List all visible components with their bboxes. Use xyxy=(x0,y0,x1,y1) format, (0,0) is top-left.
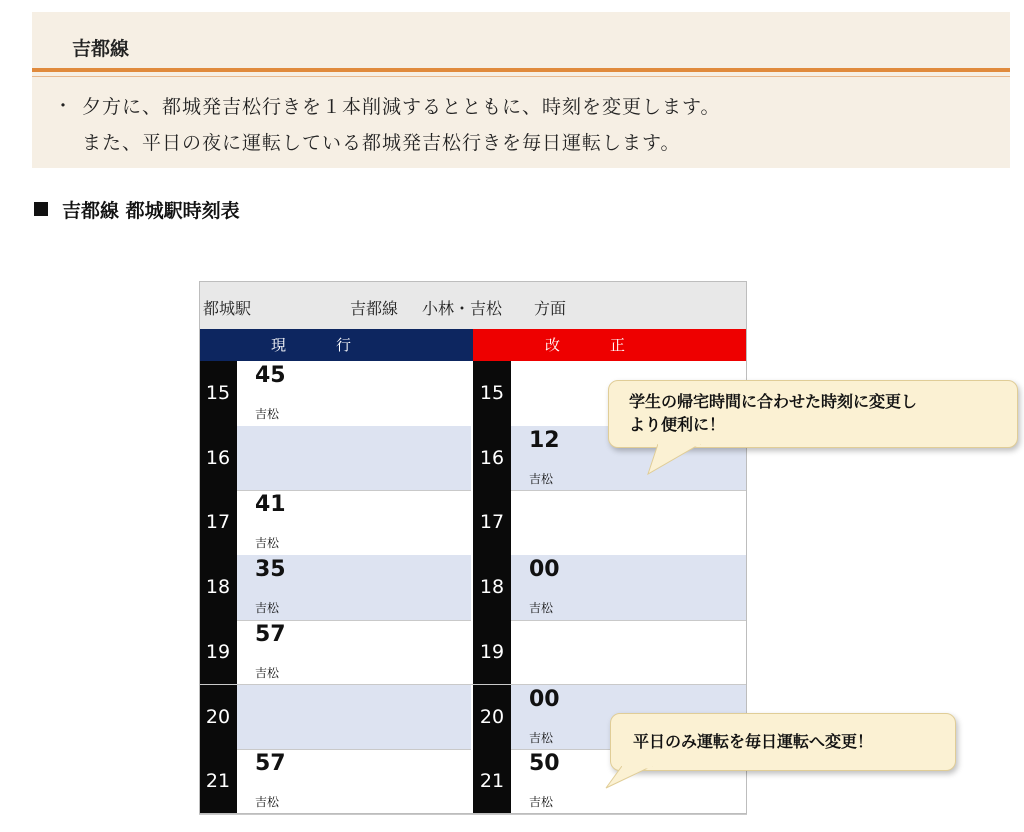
destination: 吉松 xyxy=(255,601,280,616)
bullet-mark: ・ xyxy=(54,96,72,117)
departure-minute: 57 xyxy=(255,621,286,647)
notice-line-2: また、平日の夜に運転している都城発吉松行きを毎日運転します。 xyxy=(82,132,681,154)
departure-minute: 00 xyxy=(529,557,560,583)
hour-cell-current: 17 xyxy=(199,490,237,555)
hour-cell-revised: 21 xyxy=(473,749,511,814)
current-cell xyxy=(237,426,473,491)
hour-cell-current: 19 xyxy=(199,620,237,685)
callout-student-times xyxy=(608,380,1018,448)
banner-divider-thin xyxy=(32,76,1010,77)
hour-cell-revised: 16 xyxy=(473,426,511,491)
timetable-header xyxy=(199,281,747,329)
destination: 吉松 xyxy=(255,665,280,680)
banner-title: 吉都線 xyxy=(72,38,130,60)
callout-2-tail xyxy=(602,766,662,792)
destination: 吉松 xyxy=(255,795,280,810)
hour-cell-revised: 18 xyxy=(473,555,511,620)
current-cell xyxy=(237,490,473,555)
section-title-text: 吉都線 都城駅時刻表 xyxy=(62,200,240,222)
destination: 吉松 xyxy=(255,407,280,421)
section-title xyxy=(34,196,240,223)
revised-column-header: 改正 xyxy=(473,329,747,361)
callout-2-text: 平日のみ運転を毎日運転へ変更！ xyxy=(633,732,874,751)
timetable-row xyxy=(199,555,747,621)
destination: 吉松 xyxy=(529,601,554,616)
current-cell xyxy=(237,555,473,620)
destination: 吉松 xyxy=(529,471,554,486)
hour-cell-revised: 17 xyxy=(473,490,511,555)
hour-cell-revised: 19 xyxy=(473,620,511,685)
revised-cell xyxy=(511,620,747,685)
hour-cell-current: 18 xyxy=(199,555,237,620)
current-cell xyxy=(237,749,473,814)
notice-banner xyxy=(32,12,1010,168)
direction-name: 小林・吉松 xyxy=(422,299,503,318)
departure-minute: 12 xyxy=(529,427,560,453)
destination: 吉松 xyxy=(529,795,554,810)
departure-minute: 57 xyxy=(255,751,286,777)
departure-minute: 41 xyxy=(255,492,286,518)
hour-cell-current: 21 xyxy=(199,749,237,814)
callout-1-tail xyxy=(640,444,710,478)
line-name: 吉都線 xyxy=(350,299,399,318)
notice-line-1: 夕方に、都城発吉松行きを１本削減するとともに、時刻を変更します。 xyxy=(82,96,721,118)
station-name: 都城駅 xyxy=(203,299,252,318)
square-bullet-icon xyxy=(34,202,48,216)
revised-cell xyxy=(511,555,747,620)
banner-divider xyxy=(32,68,1010,72)
direction-suffix: 方面 xyxy=(534,299,567,318)
departure-minute: 45 xyxy=(255,363,286,388)
callout-1-line-2: より便利に！ xyxy=(629,415,726,434)
current-cell xyxy=(237,361,473,426)
hour-cell-revised: 20 xyxy=(473,685,511,750)
hour-cell-revised: 15 xyxy=(473,361,511,426)
destination: 吉松 xyxy=(529,730,554,745)
departure-minute: 50 xyxy=(529,751,560,777)
callout-daily-service xyxy=(610,713,956,771)
timetable-row xyxy=(199,620,747,686)
timetable-row xyxy=(199,490,747,556)
hour-cell-current: 15 xyxy=(199,361,237,426)
current-cell xyxy=(237,685,473,750)
destination: 吉松 xyxy=(255,536,280,551)
hour-cell-current: 20 xyxy=(199,685,237,750)
departure-minute: 35 xyxy=(255,557,286,583)
callout-1-line-1: 学生の帰宅時間に合わせた時刻に変更し xyxy=(629,392,918,411)
departure-minute: 00 xyxy=(529,686,560,712)
current-column-header: 現行 xyxy=(199,329,473,361)
revised-cell xyxy=(511,490,747,555)
hour-cell-current: 16 xyxy=(199,426,237,491)
current-cell xyxy=(237,620,473,685)
